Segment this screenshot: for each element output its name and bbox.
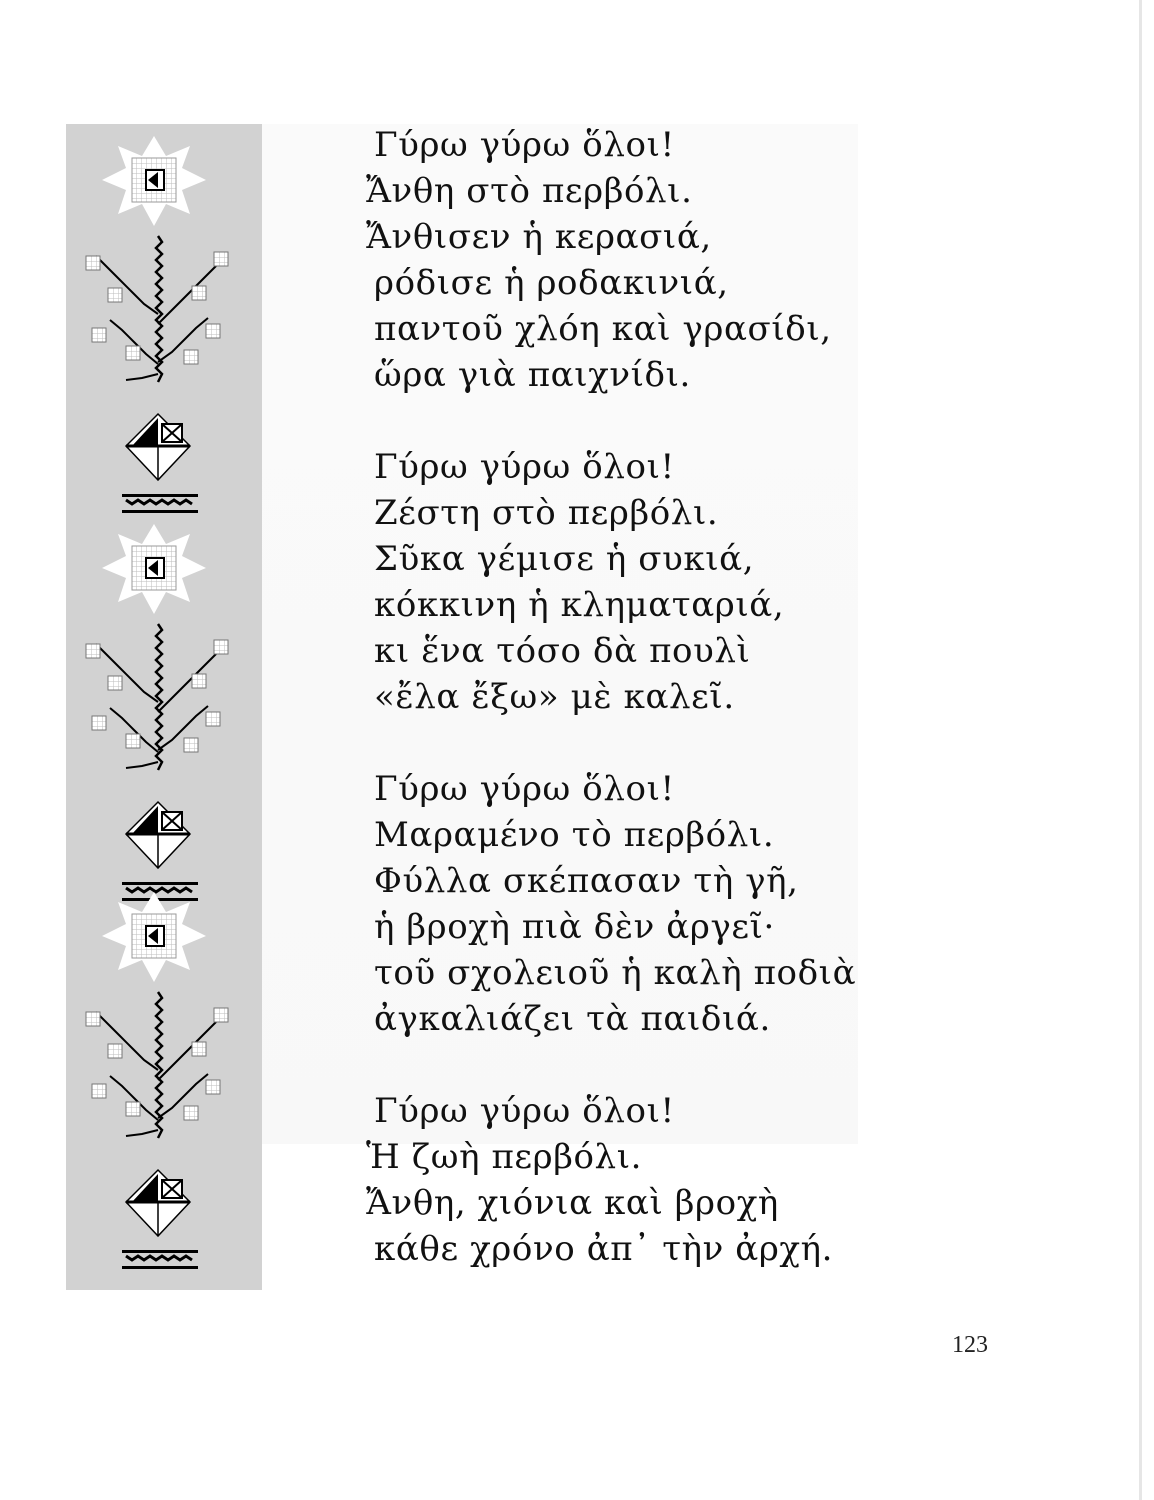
page-number: 123 (952, 1332, 988, 1358)
verse-line: Ἡ ζωὴ περβόλι. (366, 1137, 643, 1177)
verse-line: ὥρα γιὰ παιχνίδι. (374, 355, 691, 395)
verse-line: Ἄνθη, χιόνια καὶ βροχὴ (366, 1183, 779, 1223)
verse-line: Μαραμένο τὸ περβόλι. (374, 815, 775, 855)
verse-line: κάθε χρόνο ἀπ᾽ τὴν ἀρχή. (374, 1229, 834, 1269)
verse-line: Ζέστη στὸ περβόλι. (374, 493, 719, 533)
folk-ornament-border (66, 124, 262, 1290)
verse-line: ἀγκαλιάζει τὰ παιδιά. (374, 999, 771, 1039)
verse-line: τοῦ σχολειοῦ ἡ καλὴ ποδιὰ (374, 953, 857, 993)
poem (366, 122, 874, 1318)
stanza-4 (366, 1088, 874, 1272)
verse-line: Γύρω γύρω ὅλοι! (374, 1091, 675, 1131)
verse-line: ἡ βροχὴ πιὰ δὲν ἀργεῖ· (374, 907, 775, 947)
verse-line: Ἄνθισεν ἡ κερασιά, (366, 217, 712, 257)
verse-line: Γύρω γύρω ὅλοι! (374, 447, 675, 487)
stanza-1 (366, 122, 874, 398)
stanza-2 (374, 444, 874, 720)
verse-line: ρόδισε ἡ ροδακινιά, (374, 263, 729, 303)
verse-line: «ἔλα ἔξω» μὲ καλεῖ. (374, 677, 735, 717)
verse-line: παντοῦ χλόη καὶ γρασίδι, (374, 309, 832, 349)
verse-line: Ἄνθη στὸ περβόλι. (366, 171, 693, 211)
stanza-3 (374, 766, 874, 1042)
page-edge-shadow (1139, 0, 1142, 1500)
verse-line: Σῦκα γέμισε ἡ συκιά, (374, 539, 755, 579)
verse-line: Γύρω γύρω ὅλοι! (374, 769, 675, 809)
verse-line: κόκκινη ἡ κληματαριά, (374, 585, 785, 625)
verse-line: Γύρω γύρω ὅλοι! (374, 125, 675, 165)
verse-line: Φύλλα σκέπασαν τὴ γῆ, (374, 861, 799, 901)
verse-line: κι ἕνα τόσο δὰ πουλὶ (374, 631, 751, 671)
